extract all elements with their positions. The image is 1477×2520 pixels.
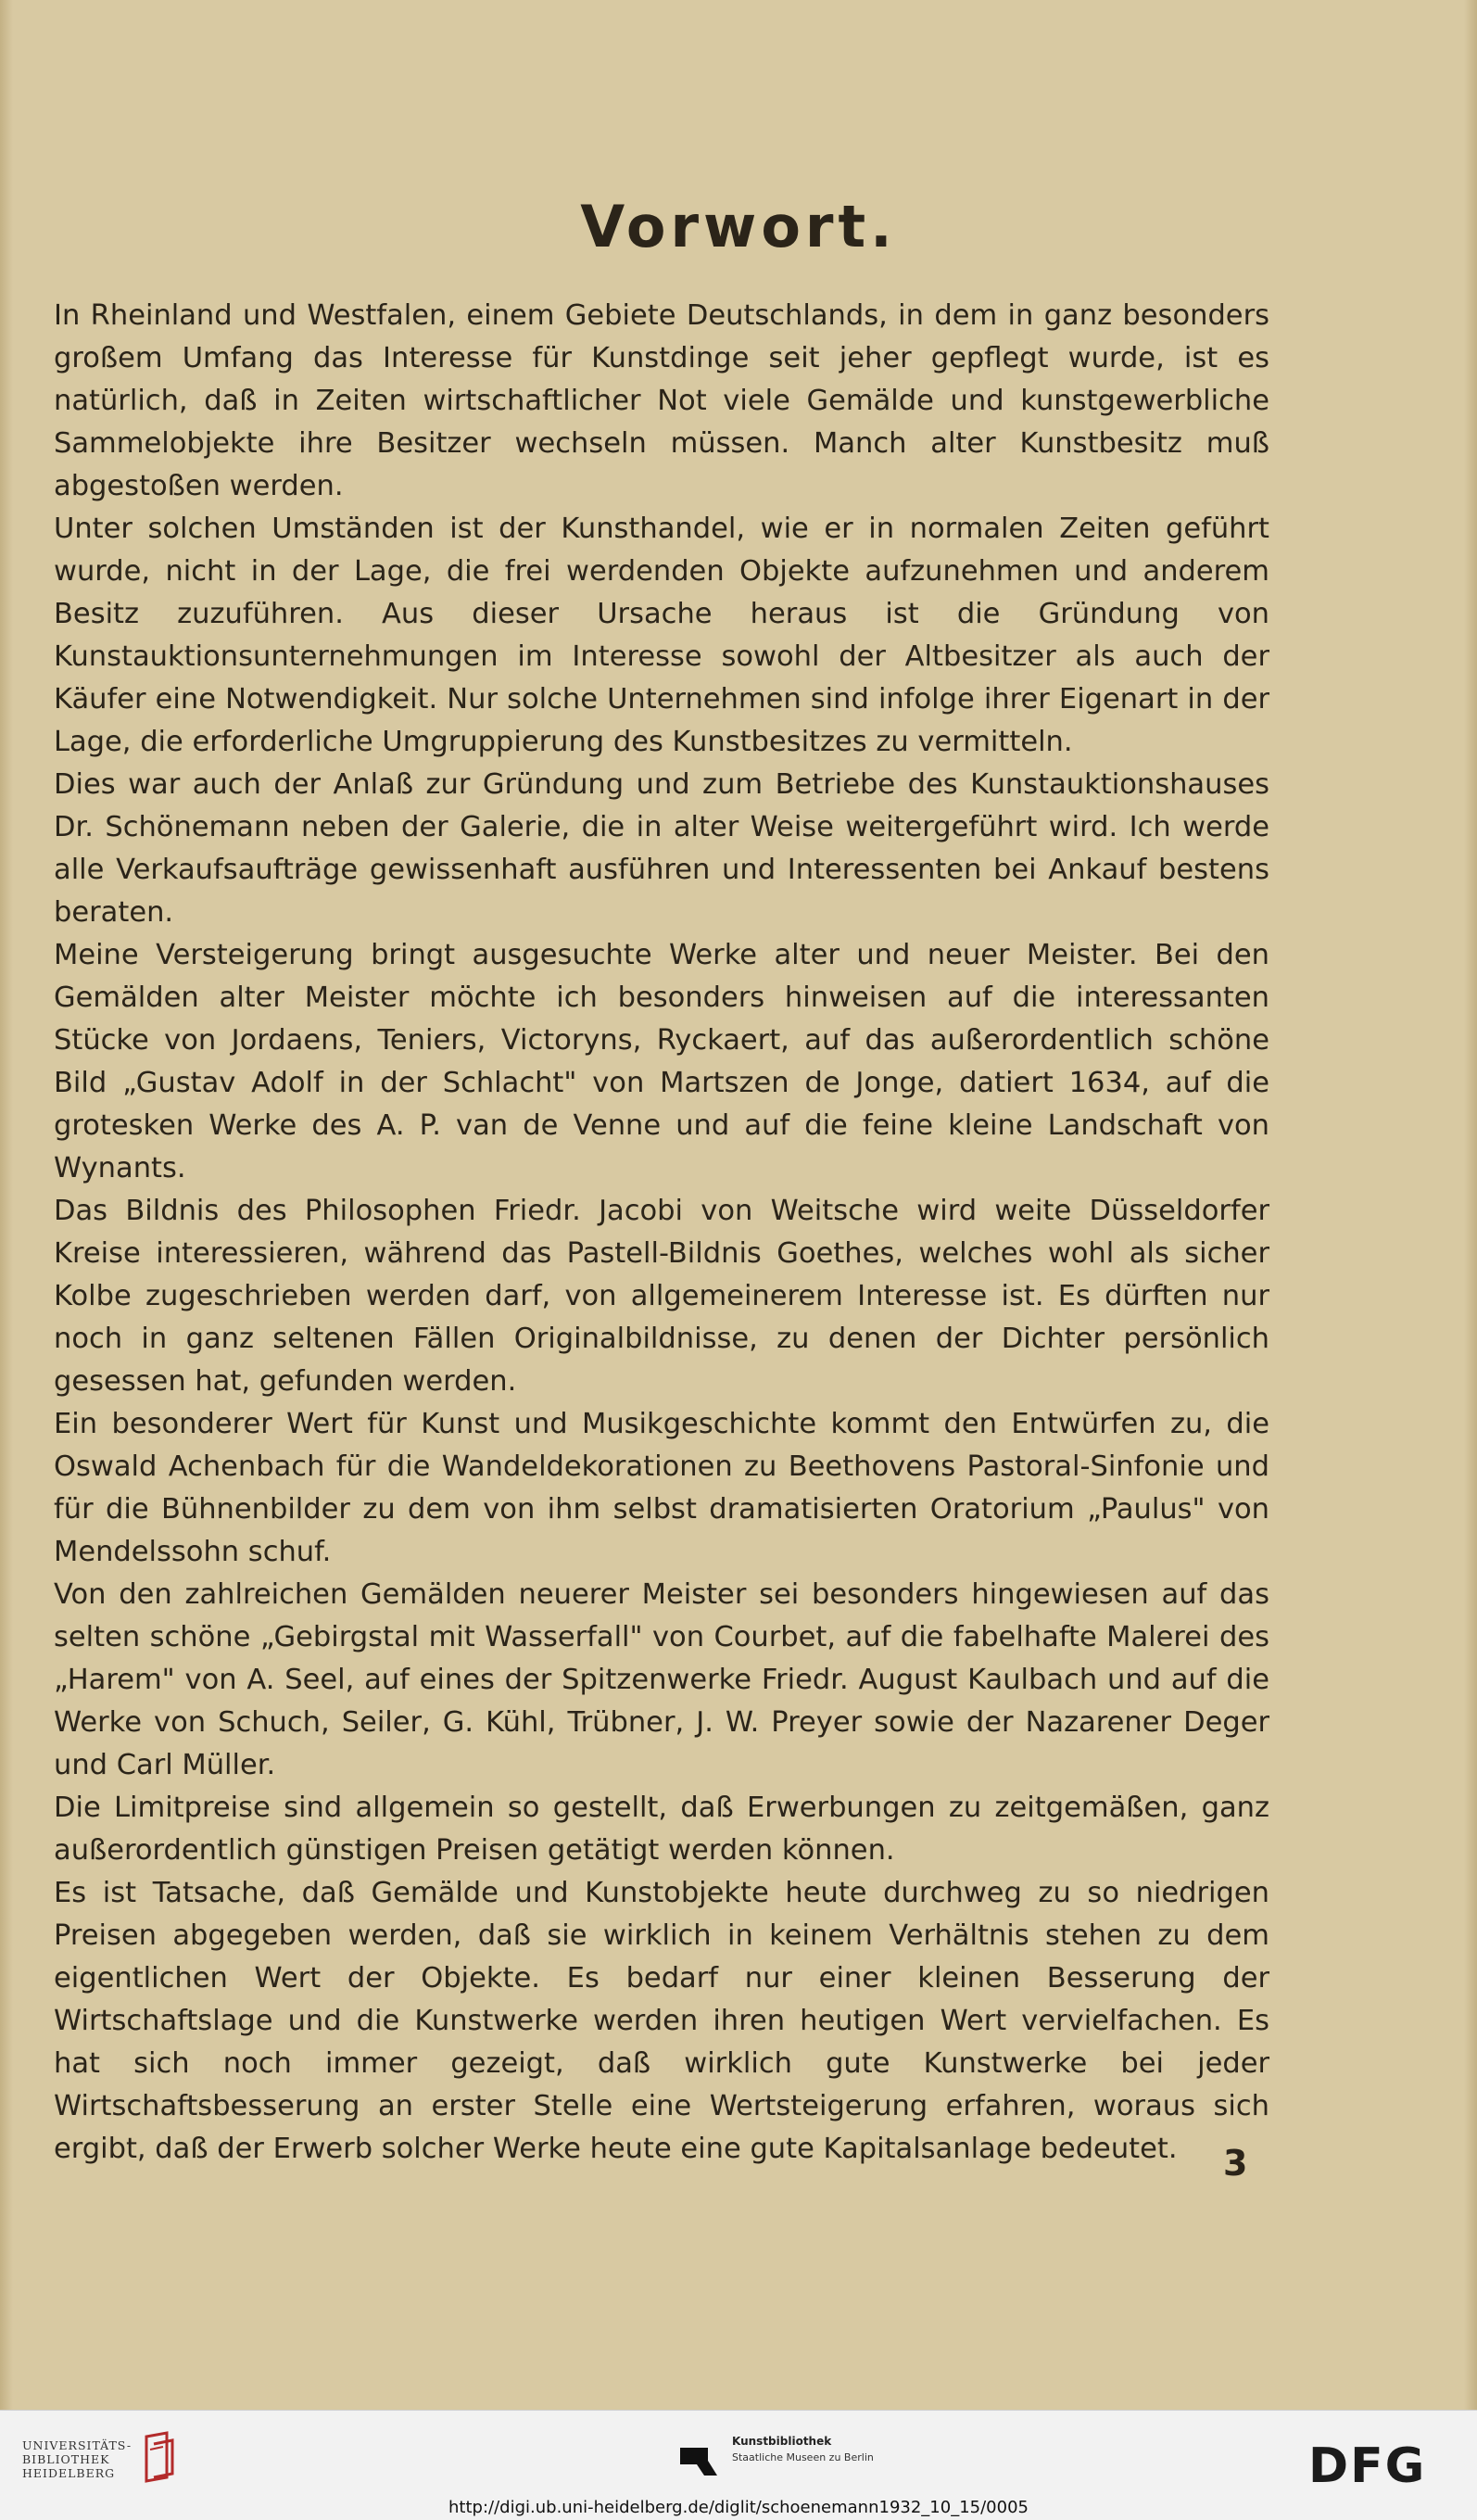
viewer-footer — [0, 2410, 1477, 2520]
kunstbibliothek-subtitle: Staatliche Museen zu Berlin — [732, 2451, 874, 2463]
kunstbibliothek-logo[interactable] — [676, 2435, 917, 2485]
ub-heidelberg-logo-icon — [139, 2431, 180, 2487]
paragraph: Ein besonderer Wert für Kunst und Musikgeschichte kommt den Entwürfen zu, die Oswald Achenbach für die Wandeldekorationen zu Beethovens Pastoral-Sinfonie und für die Bühnenbilder zu dem von ihm selbst dramatisierten Oratorium „Paulus" von Mendelssohn schuf. — [54, 1408, 1269, 1568]
page-edge-shadow-left — [0, 0, 13, 2410]
ub-heidelberg-logo[interactable] — [22, 2431, 189, 2487]
preface-body — [54, 295, 1269, 2171]
paragraph: Das Bildnis des Philosophen Friedr. Jacobi von Weitsche wird weite Düsseldorfer Kreise interessieren, während das Pastell-Bildnis Goethes, welches wohl als sicher Kolbe zugeschrieben werden darf, von allgemeinerem Interesse ist. Es dürften nur noch in ganz seltenen Fällen Originalbildnisse, zu denen der Dichter persönlich gesessen hat, gefunden werden. — [54, 1195, 1269, 1398]
paragraph: Dies war auch der Anlaß zur Gründung und zum Betriebe des Kunstauktionshauses Dr. Schönemann neben der Galerie, die in alter Weise weitergeführt wird. Ich werde alle Verkaufsaufträge gewissenhaft ausführen und Interessenten bei Ankauf bestens beraten. — [54, 768, 1269, 929]
ub-line: HEIDELBERG — [22, 2466, 116, 2480]
paragraph: Es ist Tatsache, daß Gemälde und Kunstobjekte heute durchweg zu so niedrigen Preisen abgegeben werden, daß sie wirklich in keinem Verhältnis stehen zu dem eigentlichen Wert der Objekte. Es bedarf nur einer kleinen Besserung der Wirtschaftslage und die Kunstwerke werden ihren heutigen Wert vervielfachen. Es hat sich noch immer gezeigt, daß wirklich gute Kunstwerke bei jeder Wirtschaftsbesserung an erster Stelle eine Wertsteigerung erfahren, woraus sich ergibt, daß der Erwerb solcher Werke heute eine gute Kapitalsanlage bedeutet. — [54, 1877, 1269, 2165]
ub-line: UNIVERSITÄTS- — [22, 2438, 133, 2452]
page-number: 3 — [1223, 2143, 1248, 2184]
paragraph: Die Limitpreise sind allgemein so gestellt, daß Erwerbungen zu zeitgemäßen, ganz außerordentlich günstigen Preisen getätigt werden können. — [54, 1792, 1269, 1867]
ub-logo-text — [22, 2438, 132, 2480]
kunstbibliothek-logo-icon — [676, 2438, 721, 2485]
paragraph: Meine Versteigerung bringt ausgesuchte Werke alter und neuer Meister. Bei den Gemälden alter Meister möchte ich besonders hinweisen auf die interessanten Stücke von Jordaens, Teniers, Victoryns, Ryckaert, auf das außerordentlich schöne Bild „Gustav Adolf in der Schlacht" von Martszen de Jonge, datiert 1634, auf die grotesken Werke des A. P. van de Venne und auf die feine kleine Landschaft von Wynants. — [54, 939, 1269, 1184]
page-edge-shadow-right — [1464, 0, 1477, 2410]
kunstbibliothek-title: Kunstbibliothek — [732, 2435, 832, 2448]
ub-line: BIBLIOTHEK — [22, 2452, 110, 2466]
page-url[interactable]: http://digi.ub.uni-heidelberg.de/diglit/schoenemann1932_10_15/0005 — [448, 2498, 1029, 2517]
paragraph: Unter solchen Umständen ist der Kunsthandel, wie er in normalen Zeiten geführt wurde, nicht in der Lage, die frei werdenden Objekte aufzunehmen und anderem Besitz zuzuführen. Aus dieser Ursache heraus ist die Gründung von Kunstauktionsunternehmungen im Interesse sowohl der Altbesitzer als auch der Käufer eine Notwendigkeit. Nur solche Unternehmen sind infolge ihrer Eigenart in der Lage, die erforderliche Umgruppierung des Kunstbesitzes zu vermitteln. — [54, 513, 1269, 758]
paragraph: In Rheinland und Westfalen, einem Gebiete Deutschlands, in dem in ganz besonders großem Umfang das Interesse für Kunstdinge seit jeher gepflegt wurde, ist es natürlich, daß in Zeiten wirtschaftlicher Not viele Gemälde und kunstgewerbliche Sammelobjekte ihre Besitzer wechseln müssen. Manch alter Kunstbesitz muß abgestoßen werden. — [54, 299, 1269, 502]
dfg-logo[interactable]: DFG — [1308, 2438, 1427, 2494]
page-title: Vorwort. — [580, 193, 897, 260]
paragraph: Von den zahlreichen Gemälden neuerer Meister sei besonders hingewiesen auf das selten schöne „Gebirgstal mit Wasserfall" von Courbet, auf die fabelhafte Malerei des „Harem" von A. Seel, auf eines der Spitzenwerke Friedr. August Kaulbach und auf die Werke von Schuch, Seiler, G. Kühl, Trübner, J. W. Preyer sowie der Nazarener Deger und Carl Müller. — [54, 1578, 1269, 1781]
